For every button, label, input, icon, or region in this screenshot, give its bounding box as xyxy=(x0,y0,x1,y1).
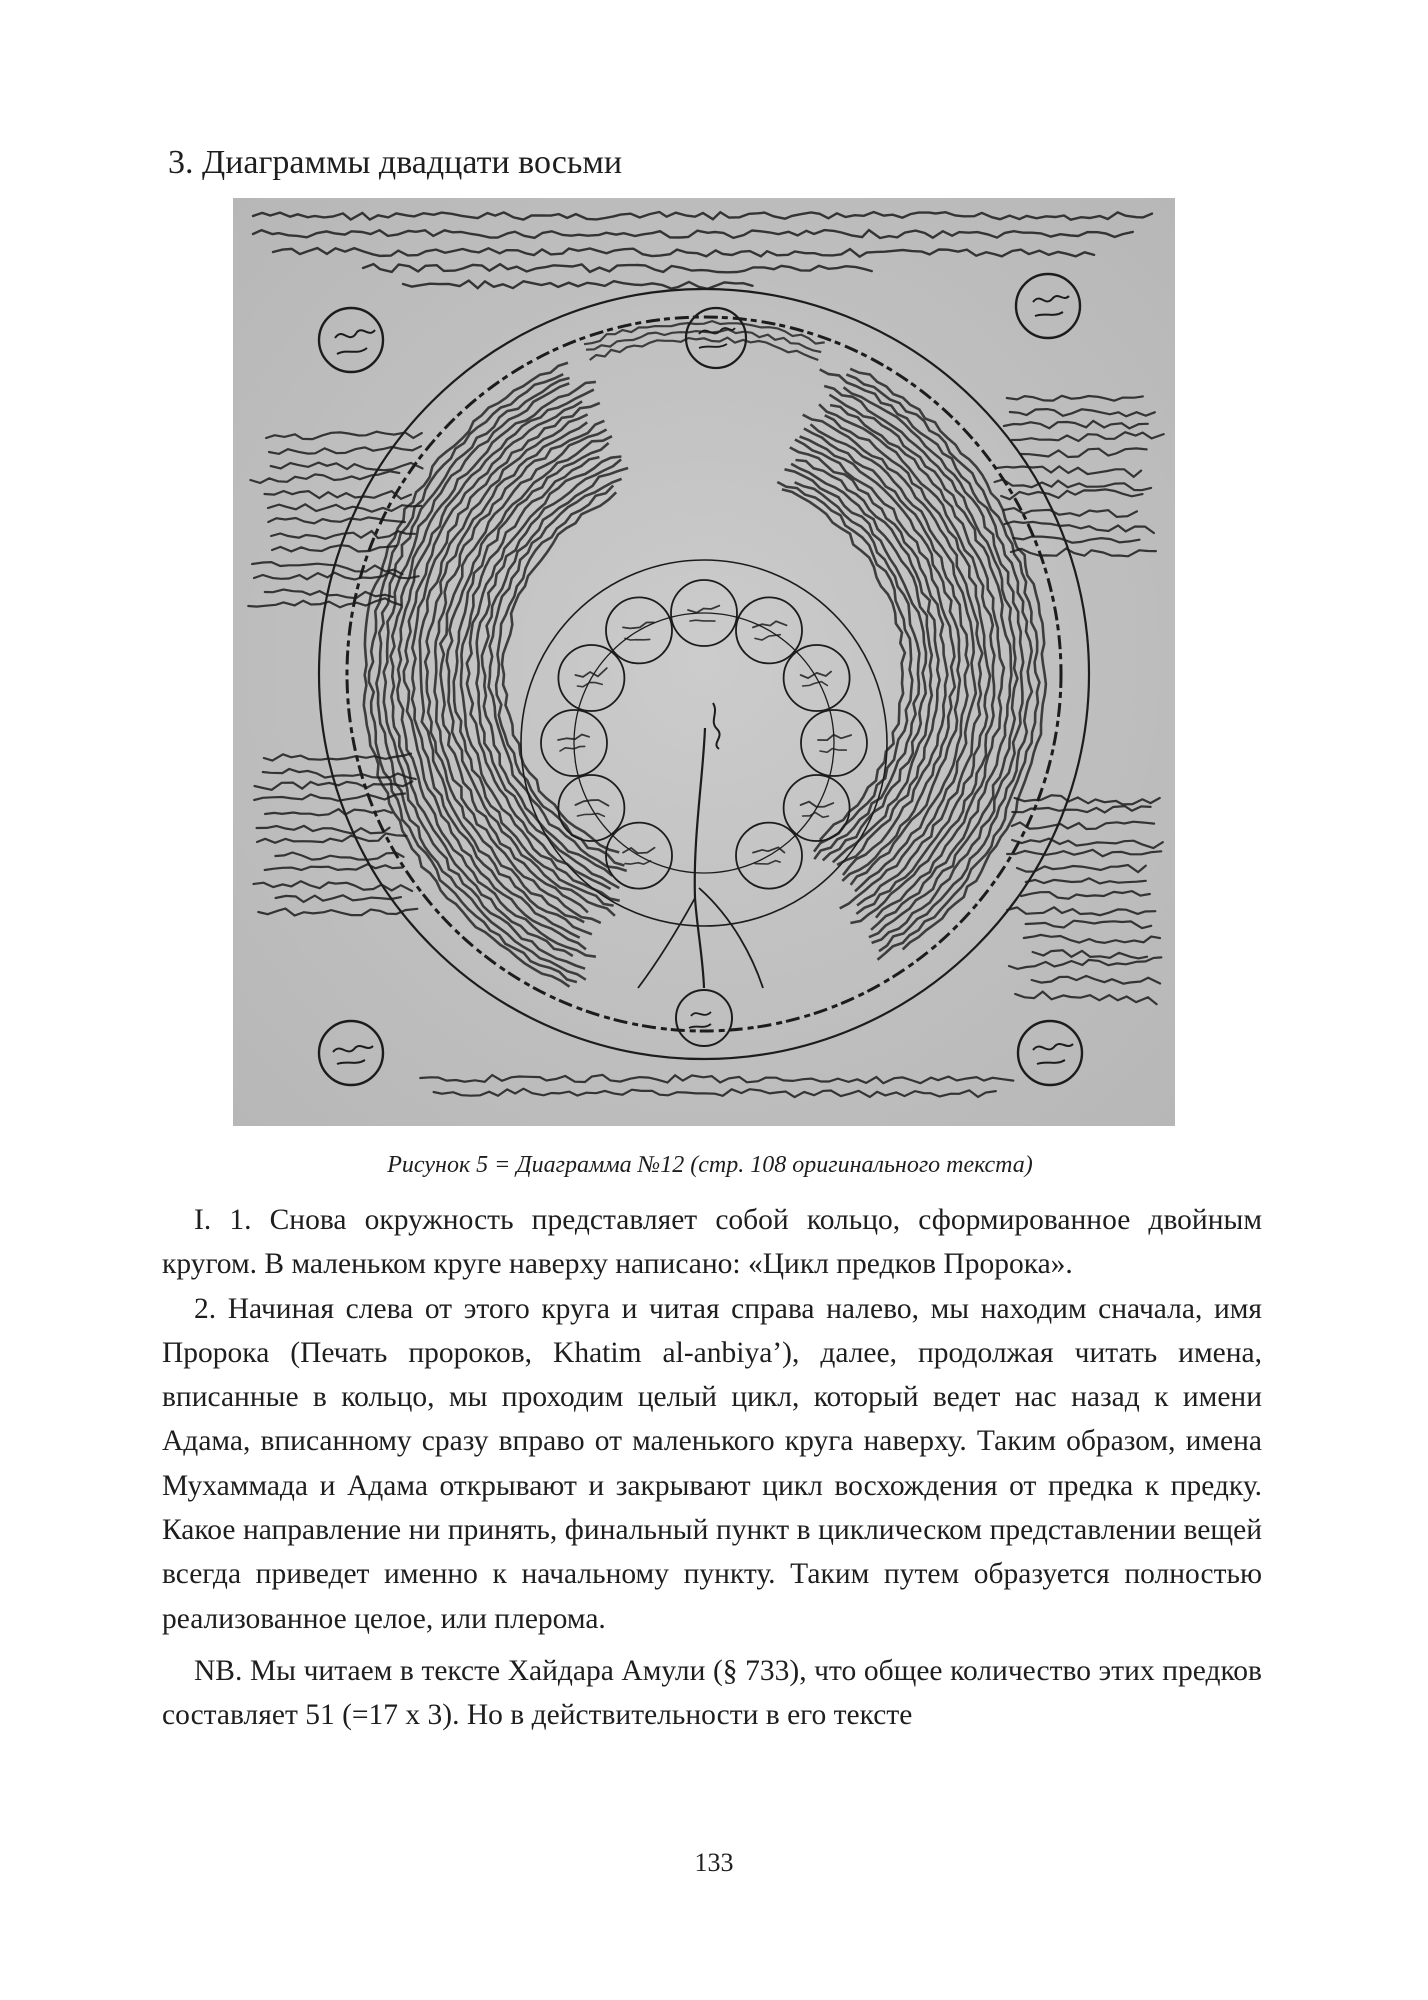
figure-caption xyxy=(160,1152,1260,1179)
caption-source: (стр. 108 оригинального текста) xyxy=(690,1152,1033,1178)
paragraph-nb: NB. Мы читаем в тексте Хайдара Амули (§ 733), что общее количество этих предков составляет 51 (=17 х 3). Но в действительности в его тексте xyxy=(162,1654,1262,1732)
paragraph-2: 2. Начиная слева от этого круга и читая справа налево, мы находим сначала, имя Пророка (Печать пророков, Khatim al-anbiya’), далее, продолжая читать имена, вписанные в кольцо, мы проходим целый цикл, который ведет нас назад к имени Адама, вписанному сразу вправо от маленького круга наверху. Таким образом, имена Мухаммада и Адама открывают и закрывают цикл восхождения от предка к предку. Какое направление ни принять, финальный пункт в циклическом представлении вещей всегда приведет именно к начальному пункту. Таким путем образуется полностью реализованное целое, или плерома. xyxy=(162,1292,1262,1635)
caption-prefix: Рисунок 5 = Диаграмма №12 xyxy=(387,1152,691,1178)
page-number: 133 xyxy=(694,1848,734,1877)
manuscript-diagram-figure xyxy=(233,198,1175,1126)
manuscript-diagram-image xyxy=(233,198,1175,1126)
section-heading: 3. Диаграммы двадцати восьми xyxy=(168,144,623,181)
body-text xyxy=(162,1198,1262,1738)
paragraph-1: I. 1. Снова окружность представляет собой кольцо, сформированное двойным кругом. В маленьком круге наверху написано: «Цикл предков Пророка». xyxy=(162,1204,1262,1281)
